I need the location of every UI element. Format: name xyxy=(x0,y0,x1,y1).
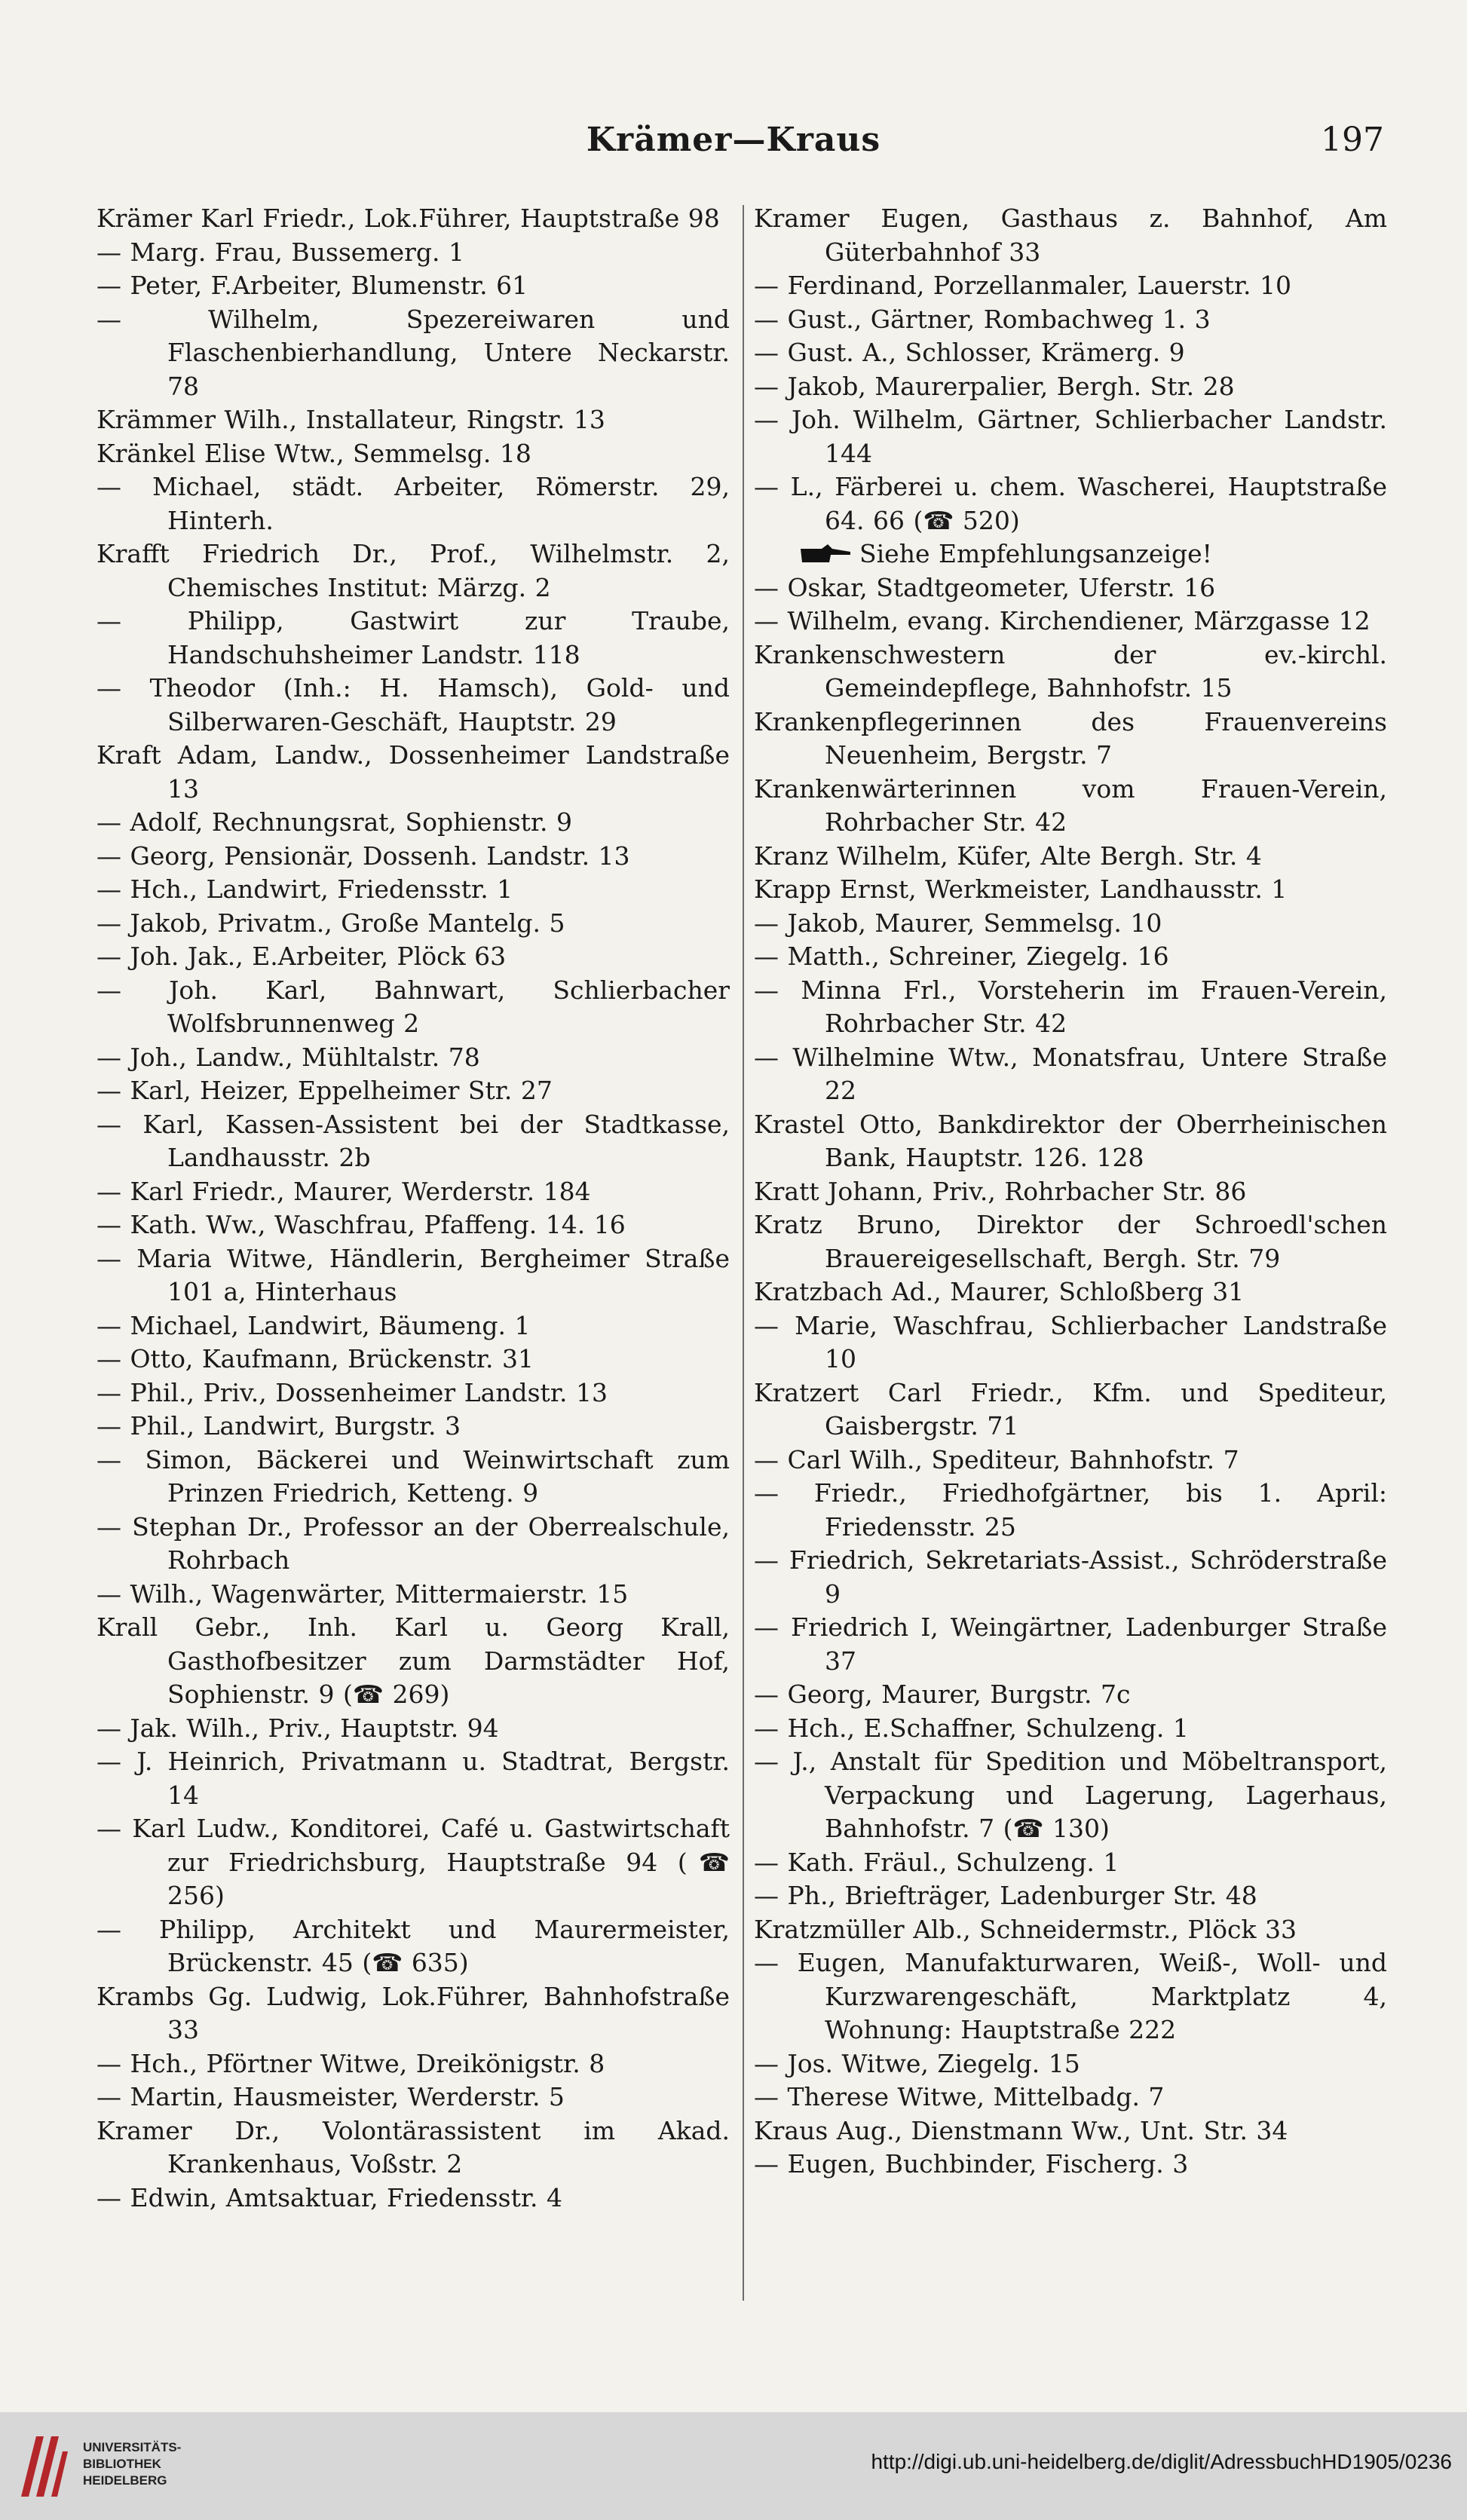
directory-entry: Krankenpflegerinnen des Frauenvereins Neuenheim, Bergstr. 7 xyxy=(754,706,1387,770)
directory-entry: Krämer Karl Friedr., Lok.Führer, Hauptstraße 98 xyxy=(96,204,720,233)
university-seal-icon xyxy=(14,2429,74,2504)
directory-entry: — Phil., Landwirt, Burgstr. 3 xyxy=(96,1411,461,1441)
directory-entry: — Philipp, Gastwirt zur Traube, Handschuhsheimer Landstr. 118 xyxy=(96,606,730,669)
library-logo-text xyxy=(83,2439,181,2489)
notice-text: Siehe Empfehlungsanzeige! xyxy=(859,539,1212,568)
directory-entry: — Georg, Maurer, Burgstr. 7c xyxy=(754,1679,1131,1709)
directory-entry: — Gust. A., Schlosser, Krämerg. 9 xyxy=(754,338,1185,367)
directory-entry: — Georg, Pensionär, Dossenh. Landstr. 13 xyxy=(96,841,630,871)
directory-entry: — Jakob, Maurerpalier, Bergh. Str. 28 xyxy=(754,371,1235,401)
page-title: Krämer—Kraus xyxy=(586,121,881,159)
directory-entry: — Hch., Landwirt, Friedensstr. 1 xyxy=(96,874,513,904)
directory-entry: — Karl Friedr., Maurer, Werderstr. 184 xyxy=(96,1176,591,1206)
directory-entry: — Stephan Dr., Professor an der Oberrealschule, Rohrbach xyxy=(96,1511,730,1575)
directory-entry: Krapp Ernst, Werkmeister, Landhausstr. 1 xyxy=(754,874,1288,904)
directory-entry: — Joh. Jak., E.Arbeiter, Plöck 63 xyxy=(96,942,507,971)
left-column xyxy=(96,202,730,2305)
directory-entry: — Friedr., Friedhofgärtner, bis 1. April: Friedensstr. 25 xyxy=(754,1478,1387,1542)
directory-entry: — Joh. Karl, Bahnwart, Schlierbacher Wolfsbrunnenweg 2 xyxy=(96,975,730,1038)
directory-entry: — Carl Wilh., Spediteur, Bahnhofstr. 7 xyxy=(754,1444,1239,1474)
directory-entry xyxy=(754,537,1387,571)
directory-entry: — Friedrich I, Weingärtner, Ladenburger Straße 37 xyxy=(754,1612,1387,1676)
directory-entry: — Simon, Bäckerei und Weinwirtschaft zum Prinzen Friedrich, Ketteng. 9 xyxy=(96,1444,730,1508)
directory-entry: — Peter, F.Arbeiter, Blumenstr. 61 xyxy=(96,271,528,300)
directory-entry: — Hch., Pförtner Witwe, Dreikönigstr. 8 xyxy=(96,2048,605,2078)
logo-line: UNIVERSITÄTS- xyxy=(83,2440,182,2454)
directory-entry: — Karl, Kassen-Assistent bei der Stadtkasse, Landhausstr. 2b xyxy=(96,1109,730,1172)
directory-entry: Kratt Johann, Priv., Rohrbacher Str. 86 xyxy=(754,1176,1247,1206)
directory-entry: Kraus Aug., Dienstmann Ww., Unt. Str. 34 xyxy=(754,2115,1288,2145)
directory-entry: Krambs Gg. Ludwig, Lok.Führer, Bahnhofstraße 33 xyxy=(96,1981,730,2044)
right-column xyxy=(754,202,1387,2305)
directory-entry: — Eugen, Buchbinder, Fischerg. 3 xyxy=(754,2149,1189,2179)
footer-bar xyxy=(0,2412,1467,2520)
source-url-link[interactable]: http://digi.ub.uni-heidelberg.de/diglit/AdressbuchHD1905/0236 xyxy=(871,2450,1452,2473)
directory-entry: — Phil., Priv., Dossenheimer Landstr. 13 xyxy=(96,1377,608,1407)
directory-entry: Kratz Bruno, Direktor der Schroedl'schen Brauereigesellschaft, Bergh. Str. 79 xyxy=(754,1210,1387,1273)
directory-entry: Krämmer Wilh., Installateur, Ringstr. 13 xyxy=(96,405,605,434)
directory-entry: Krankenschwestern der ev.-kirchl. Gemeindepflege, Bahnhofstr. 15 xyxy=(754,639,1387,703)
directory-entry: Kratzmüller Alb., Schneidermstr., Plöck 33 xyxy=(754,1914,1297,1944)
directory-entry: — Marie, Waschfrau, Schlierbacher Landstraße 10 xyxy=(754,1310,1387,1373)
directory-entry: — Karl, Heizer, Eppelheimer Str. 27 xyxy=(96,1076,553,1105)
directory-entry: — Jos. Witwe, Ziegelg. 15 xyxy=(754,2048,1080,2078)
directory-entry: — Kath. Ww., Waschfrau, Pfaffeng. 14. 16 xyxy=(96,1210,626,1239)
directory-entry: — Minna Frl., Vorsteherin im Frauen-Verein, Rohrbacher Str. 42 xyxy=(754,975,1387,1038)
directory-entry: Kränkel Elise Wtw., Semmelsg. 18 xyxy=(96,438,531,468)
directory-entry: — Friedrich, Sekretariats-Assist., Schröderstraße 9 xyxy=(754,1545,1387,1609)
pointing-hand-icon xyxy=(799,543,852,565)
directory-entry: — Ferdinand, Porzellanmaler, Lauerstr. 10 xyxy=(754,271,1291,300)
directory-entry: Kratzbach Ad., Maurer, Schloßberg 31 xyxy=(754,1277,1245,1306)
directory-entry: — Michael, Landwirt, Bäumeng. 1 xyxy=(96,1310,531,1340)
directory-entry: — Michael, städt. Arbeiter, Römerstr. 29, Hinterh. xyxy=(96,472,730,535)
directory-entry: — Marg. Frau, Bussemerg. 1 xyxy=(96,237,465,267)
directory-entry: — Edwin, Amtsaktuar, Friedensstr. 4 xyxy=(96,2182,562,2212)
directory-entry: — Jakob, Privatm., Große Mantelg. 5 xyxy=(96,908,565,938)
directory-entry: — Eugen, Manufakturwaren, Weiß-, Woll- und Kurzwarengeschäft, Marktplatz 4, Wohnung: Hauptstraße 222 xyxy=(754,1948,1387,2044)
directory-entry: — Philipp, Architekt und Maurermeister, Brückenstr. 45 (☎ 635) xyxy=(96,1914,730,1977)
directory-entry: — L., Färberei u. chem. Wascherei, Hauptstraße 64. 66 (☎ 520) xyxy=(754,472,1387,535)
directory-entry: Krastel Otto, Bankdirektor der Oberrheinischen Bank, Hauptstr. 126. 128 xyxy=(754,1109,1387,1172)
page-header xyxy=(0,113,1467,173)
directory-entry: — Adolf, Rechnungsrat, Sophienstr. 9 xyxy=(96,807,573,837)
directory-columns xyxy=(96,202,1387,2305)
directory-entry: — Karl Ludw., Konditorei, Café u. Gastwirtschaft zur Friedrichsburg, Hauptstraße 94 (☎ 256) xyxy=(96,1814,730,1910)
directory-entry: — Otto, Kaufmann, Brückenstr. 31 xyxy=(96,1344,534,1373)
directory-entry: — Wilhelm, Spezereiwaren und Flaschenbierhandlung, Untere Neckarstr. 78 xyxy=(96,304,730,401)
directory-entry: — Jak. Wilh., Priv., Hauptstr. 94 xyxy=(96,1713,499,1743)
directory-entry: — Martin, Hausmeister, Werderstr. 5 xyxy=(96,2082,565,2111)
directory-entry: Kramer Dr., Volontärassistent im Akad. Krankenhaus, Voßstr. 2 xyxy=(96,2115,730,2179)
directory-entry: — Gust., Gärtner, Rombachweg 1. 3 xyxy=(754,304,1211,334)
directory-entry: — J., Anstalt für Spedition und Möbeltransport, Verpackung und Lagerung, Lagerhaus, Bahnhofstr. 7 (☎ 130) xyxy=(754,1747,1387,1843)
directory-entry: — Therese Witwe, Mittelbadg. 7 xyxy=(754,2082,1165,2111)
directory-entry: — Ph., Briefträger, Ladenburger Str. 48 xyxy=(754,1881,1257,1910)
directory-entry: Krall Gebr., Inh. Karl u. Georg Krall, Gasthofbesitzer zum Darmstädter Hof, Sophienstr. 9 (☎ 269) xyxy=(96,1612,730,1709)
directory-entry: — Wilh., Wagenwärter, Mittermaierstr. 15 xyxy=(96,1578,629,1609)
directory-entry: — Jakob, Maurer, Semmelsg. 10 xyxy=(754,908,1162,938)
logo-line: HEIDELBERG xyxy=(83,2473,167,2488)
directory-entry: — Oskar, Stadtgeometer, Uferstr. 16 xyxy=(754,572,1216,602)
directory-entry: — Matth., Schreiner, Ziegelg. 16 xyxy=(754,942,1169,971)
directory-entry: — J. Heinrich, Privatmann u. Stadtrat, Bergstr. 14 xyxy=(96,1747,730,1810)
directory-entry: Krankenwärterinnen vom Frauen-Verein, Rohrbacher Str. 42 xyxy=(754,773,1387,837)
directory-entry: — Maria Witwe, Händlerin, Bergheimer Straße 101 a, Hinterhaus xyxy=(96,1243,730,1306)
directory-entry: Krafft Friedrich Dr., Prof., Wilhelmstr. 2, Chemisches Institut: Märzg. 2 xyxy=(96,539,730,602)
directory-entry: — Wilhelm, evang. Kirchendiener, Märzgasse 12 xyxy=(754,606,1371,635)
directory-entry: — Kath. Fräul., Schulzeng. 1 xyxy=(754,1847,1119,1877)
logo-line: BIBLIOTHEK xyxy=(83,2457,161,2471)
directory-entry: — Wilhelmine Wtw., Monatsfrau, Untere Straße 22 xyxy=(754,1042,1387,1105)
directory-entry: — Joh. Wilhelm, Gärtner, Schlierbacher Landstr. 144 xyxy=(754,405,1387,468)
page-number: 197 xyxy=(1321,121,1384,159)
directory-entry: Kramer Eugen, Gasthaus z. Bahnhof, Am Güterbahnhof 33 xyxy=(754,204,1387,267)
directory-entry: Kraft Adam, Landw., Dossenheimer Landstraße 13 xyxy=(96,740,730,804)
directory-entry: — Theodor (Inh.: H. Hamsch), Gold- und Silberwaren-Geschäft, Hauptstr. 29 xyxy=(96,673,730,736)
directory-entry: Kranz Wilhelm, Küfer, Alte Bergh. Str. 4 xyxy=(754,841,1262,871)
directory-entry: — Joh., Landw., Mühltalstr. 78 xyxy=(96,1042,480,1072)
column-divider xyxy=(743,205,744,2301)
directory-entry: — Hch., E.Schaffner, Schulzeng. 1 xyxy=(754,1713,1189,1743)
directory-entry: Kratzert Carl Friedr., Kfm. und Spediteur, Gaisbergstr. 71 xyxy=(754,1377,1387,1441)
